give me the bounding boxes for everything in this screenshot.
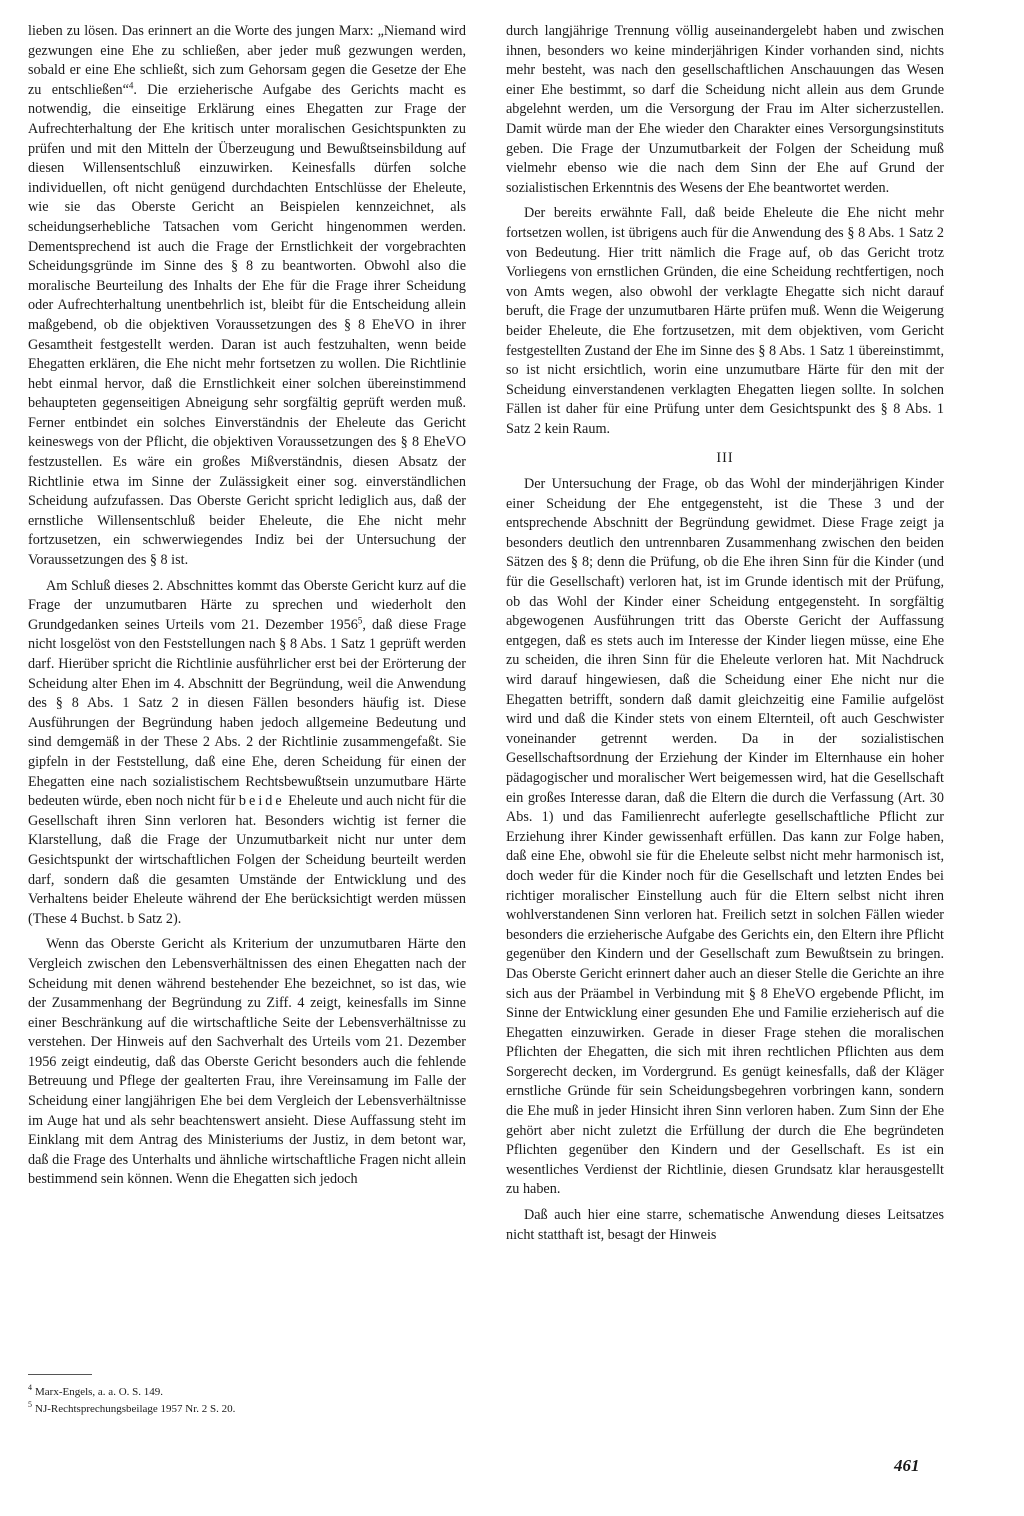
footnote-number: 5 <box>28 1400 32 1410</box>
paragraph-text: . Die erzieherische Aufgabe des Gerichts macht es notwendig, die einseitige Erklärung eines Ehegatten zur Frage der Aufrechterhaltung der Ehe kritisch unter moralischen Gesichtspunkten zu prüfen und mit den Mitteln der Überzeugung und Bewußtseinsbildung auf diesen Willensentschluß einzuwirken. Keinesfalls dürfen solche individuellen, oft nicht genügend durchdachten Entschlüsse der Eheleute, wie sie das Oberste Gericht an Beispielen kennzeichnet, als scheidungserhebliche Tatsachen vom Gericht hingenommen werden. Dementsprechend ist auch die Frage der Ernstlichkeit der vorgebrachten Scheidungsgründe im Sinne des § 8 zu beantworten. Obwohl also die moralische Beurteilung des Inhalts der Ehe für die Frage ihrer Scheidung oder Aufrechterhaltung unentbehrlich ist, bleibt für die Entscheidung allein maßgebend, ob die objektiven Voraussetzungen des § 8 EheVO in ihrer Gesamtheit festgestellt werden. Daran ist auch festzuhalten, wenn beide Ehegatten erklären, die Ehe nicht mehr fortsetzen zu wollen. Die Richtlinie hebt einmal hervor, daß die Ernstlichkeit einer solchen übereinstimmend behaupteten gegenseitigen Abneigung sehr sorgfältig geprüft werden muß. Ferner entbindet ein solches Einverständnis der Eheleute das Gericht keineswegs von der Pflicht, die objektiven Voraussetzungen des § 8 EheVO festzustellen. Es wäre ein großes Mißverständnis, diesen Absatz der Richtlinie etwa im Sinne der Zulässigkeit einer sog. einverständlichen Scheidung aufzufassen. Das Oberste Gericht spricht lediglich aus, daß der ernstliche Willensentschluß beider Eheleute, die Ehe nicht mehr fortzusetzen, ein schwerwiegendes Indiz bei der Untersuchung der Voraussetzungen des § 8 ist. <box>28 81 466 569</box>
paragraph: Der bereits erwähnte Fall, daß beide Eheleute die Ehe nicht mehr fortsetzen wollen, ist übrigens auch für die Anwendung des § 8 Abs. 1 Satz 2 von Bedeutung. Hier tritt nämlich die Frage auf, ob das Gericht trotz Vorliegens von ernstlichen Gründen, die eine Scheidung rechtfertigen, noch von Amts wegen, also obwohl der verklagte Ehegatte sich nicht darauf beruft, die Frage der unzumutbaren Härte prüfen muß. Wenn die Weigerung beider Eheleute, die Ehe fortzusetzen, mit dem objektiven, vom Gericht festgestellten Zustand der Ehe im Sinne des § 8 Abs. 1 Satz 1 übereinstimmt, so ist nicht ersichtlich, worin eine unzumutbare Härte für den mit der Scheidung einverstandenen verklagten Ehegatten liegen sollte. In solchen Fällen ist daher für eine Prüfung unter dem Gesichtspunkt des § 8 Abs. 1 Satz 2 kein Raum. <box>506 205 944 437</box>
left-column <box>28 22 466 1190</box>
footnote-number: 4 <box>28 1383 32 1393</box>
footnote <box>28 1401 466 1418</box>
footnote-text: Marx-Engels, a. a. O. S. 149. <box>35 1386 164 1398</box>
page-number: 461 <box>894 1456 920 1475</box>
paragraph <box>28 22 466 571</box>
right-column <box>506 22 944 1245</box>
footnote-ref: 5 <box>357 615 363 626</box>
footnote-ref: 4 <box>128 80 134 91</box>
footnotes <box>28 1384 466 1418</box>
paragraph-text: Eheleute und auch nicht für die Gesellschaft ihren Sinn verloren hat. Besonders wichtig ist ferner die Klarstellung, daß die Frage der Unzumutbarkeit nicht nur unter dem Gesichtspunkt der wirtschaftlichen Folgen der Scheidung beurteilt werden darf, sondern daß die gesamten Umstände der Entwicklung und des Verhaltens beider Eheleute während der Ehe berücksichtigt werden müssen (These 4 Buchst. b Satz 2). <box>28 793 467 927</box>
paragraph <box>28 577 466 930</box>
emphasized-word: beide <box>238 793 285 810</box>
paragraph: durch langjährige Trennung völlig auseinandergelebt haben und zwischen ihnen, besonders wo keine minderjährigen Kinder vorhanden sind, nichts mehr besteht, was nach den gesellschaftlichen Anschauungen das Wesen einer Ehe bestimmt, so darf die Scheidung nicht allein aus dem Grunde abgelehnt werden, um die Versorgung der Frau im Alter sicherzustellen. Damit würde man der Ehe wieder den Charakter eines Versorgungsinstituts geben. Die Frage der Unzumutbarkeit der Folgen der Scheidung muß vielmehr ebenso wie die nach dem Sinn der Ehe auf Grund der sozialistischen Erkenntnis des Wesens der Ehe beantwortet werden. <box>506 23 944 196</box>
paragraph-text: , daß diese Frage nicht losgelöst von den Feststellungen nach § 8 Abs. 1 Satz 1 geprüft werden darf. Hierüber spricht die Richtlinie ausführlicher erst bei der Erörterung der Scheidung alter Ehen im 4. Abschnitt der Begründung, weil die Anwendung des § 8 Abs. 1 Satz 2 in diesen Fällen besonders häufig ist. Diese Ausführungen der Begründung haben jedoch allgemeine Bedeutung und sind demgemäß in der These 2 Abs. 2 der Richtlinie zusammengefaßt. Sie gipfeln in der Feststellung, daß eine Ehe, deren Scheidung für einen der Ehegatten eine nach sozialistischem Rechtsbewußtsein unzumutbare Härte bedeuten würde, eben noch nicht für <box>28 616 466 810</box>
footnote-text: NJ-Rechtsprechungsbeilage 1957 Nr. 2 S. 20. <box>35 1403 236 1415</box>
paragraph: Wenn das Oberste Gericht als Kriterium der unzumutbaren Härte den Vergleich zwischen den Lebensverhältnissen des einen Ehegatten nach der Scheidung mit denen während bestehender Ehe bezeichnet, so ist das, wie der Zusammenhang der Begründung zu Ziff. 4 zeigt, keinesfalls im Sinne einer Beschränkung auf die wirtschaftliche Seite der Lebensverhältnisse zu verstehen. Der Hinweis auf den Sachverhalt des Urteils vom 21. Dezember 1956 zeigt eindeutig, daß das Oberste Gericht besonders auch die fehlende Betreuung und Pflege der gealterten Frau, ihre Vereinsamung im Falle der Scheidung einer langjährigen Ehe bei dem Vergleich der Lebensverhältnisse im Auge hat und als sehr beachtenswert ansieht. Diese Auffassung steht im Einklang mit dem Antrag des Ministeriums der Justiz, in dem betont war, daß die Frage des Unterhalts und ähnliche wirtschaftliche Fragen nicht allein bestimmend sein können. Wenn die Ehegatten sich jedoch <box>28 936 466 1188</box>
footnote <box>28 1384 466 1401</box>
section-heading: III <box>716 450 734 467</box>
paragraph: Der Untersuchung der Frage, ob das Wohl der minderjährigen Kinder einer Scheidung der Ehe entgegensteht, ist die These 3 und der entsprechende Abschnitt der Begründung gewidmet. Diese Frage zeigt ja besonders deutlich den untrennbaren Zusammenhang zwischen den beiden Sätzen des § 8; denn die Prüfung, ob die Ehe ihren Sinn für die Kinder (und für die Gesellschaft) verloren hat, ist im Grunde identisch mit der Prüfung, ob das Wohl der Kinder einer Scheidung entgegensteht. In sorgfältig abgewogenen Ausführungen tritt das Oberste Gericht der Auffassung entgegen, daß es stets auch im Interesse der Kinder liegen müsse, eine Ehe zu scheiden, die ihren Sinn für die Eheleute verloren hat. Mit Nachdruck wird darauf hingewiesen, daß die Scheidung einer Ehe nicht nur die Ehegatten betrifft, sondern daß damit gleichzeitig eine Familie aufgelöst wird und daß die Kinder stets von einem Elternteil, oft auch Geschwister voneinander getrennt werden. Da in der sozialistischen Gesellschaftsordnung der Erziehung der Kinder im Elternhause ein hoher pädagogischer und moralischer Wert beigemessen wird, hat die Gesellschaft ein großes Interesse daran, daß die Eltern die durch die Verfassung (Art. 30 Abs. 1) und das Familienrecht auferlegte gesellschaftliche Pflicht zur Erziehung ihrer Kinder gewissenhaft erfüllen. Das kann zur Folge haben, daß eine Ehe, obwohl sie für die Eheleute selbst nicht mehr harmonisch ist, doch weder für die Kinder noch für die Gesellschaft und letzten Endes bei richtiger moralischer Einstellung auch für die Eltern selbst nicht ihren wohlverstandenen Sinn verloren hat. Freilich setzt in solchen Fällen wieder besonders die erzieherische Aufgabe des Gerichts ein, den Eltern ihre Pflicht gegenüber den Kindern und der Gesellschaft zum Bewußtsein zu bringen. Das Oberste Gericht erinnert daher auch an dieser Stelle die Gerichte an ihre sich aus der Präambel in Verbindung mit § 8 EheVO ergebende Pflicht, im Sinne der Entwicklung einer gesunden Ehe und Familie erzieherisch auf die Ehegatten einzuwirken. Gerade in dieser Frage stehen die moralischen Pflichten der Ehegatten, die sich mit ihren rechtlichen Pflichten aus dem Sorgerecht decken, im Vordergrund. Es genügt keinesfalls, daß der Kläger ernstliche Gründe für sein Scheidungsbegehren vorbringen kann, sondern die Ehe muß in jeder Hinsicht ihren Sinn verloren haben. Zum Sinn der Ehe gehört aber nicht zuletzt die Erfüllung der durch die Ehe begründeten Pflichten gegenüber den Kindern und der Gesellschaft. Es ist ein wesentliches Verdienst der Richtlinie, diesen Grundsatz klar herausgestellt zu haben. <box>506 476 944 1198</box>
paragraph: Daß auch hier eine starre, schematische Anwendung dieses Leitsatzes nicht statthaft ist, besagt der Hinweis <box>506 1207 944 1243</box>
paragraph-text: Am Schluß dieses 2. Abschnittes kommt das Oberste Gericht kurz auf die Frage der unzumutbaren Härte zu sprechen und wiederholt den Grundgedanken seines Urteils vom 21. Dezember 1956 <box>28 577 466 633</box>
footnote-divider <box>28 1374 92 1375</box>
paragraph-text: lieben zu lösen. Das erinnert an die Worte des jungen Marx: „Niemand wird gezwungen eine Ehe zu schließen, aber jeder muß gezwungen werden, sobald er eine Ehe schließt, sich zum Gehorsam gegen die Gesetze der Ehe zu entschließen“ <box>28 23 466 98</box>
